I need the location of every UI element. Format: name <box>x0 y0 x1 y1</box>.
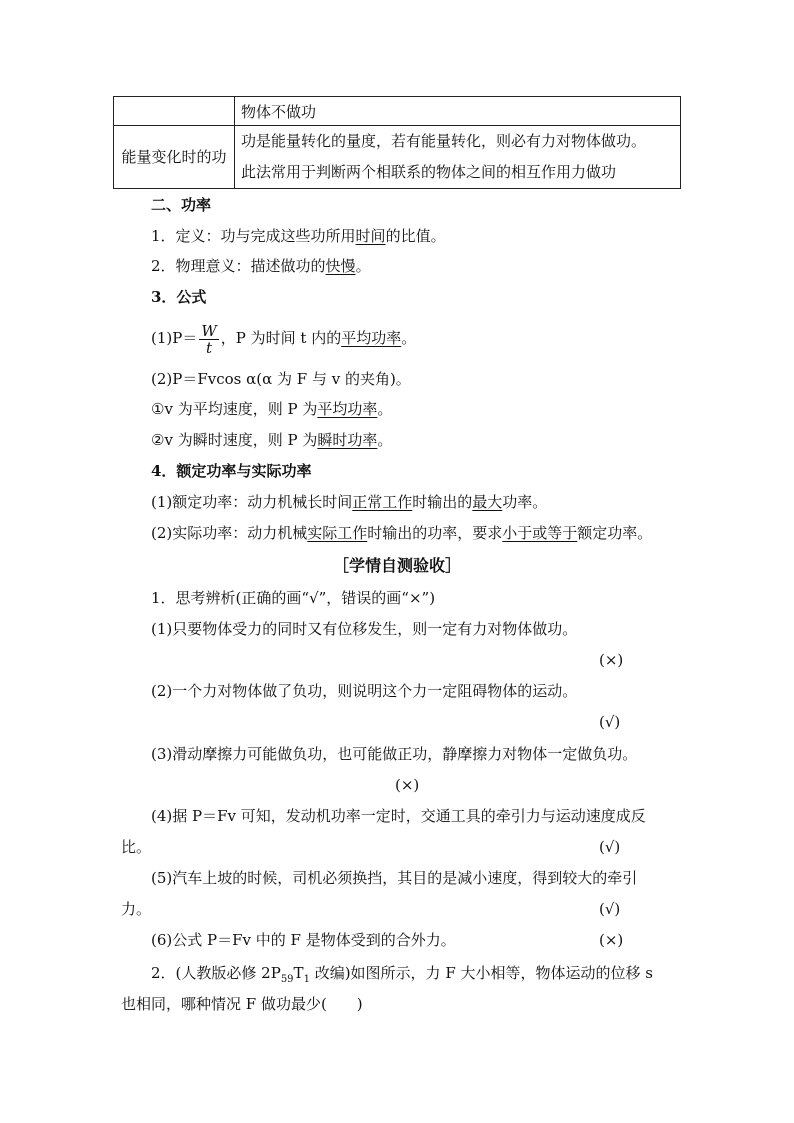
table-cell-line: 此法常用于判断两个相联系的物体之间的相互作用力做功 <box>241 163 617 181</box>
text: 。 <box>377 400 393 418</box>
question-1-heading: 1．思考辨析(正确的画“√”，错误的画“×”) <box>151 589 436 607</box>
formula-2-line: (2)P＝Fvcos α(α 为 F 与 v 的夹角)。 <box>151 370 411 388</box>
text: 。 <box>377 431 393 449</box>
text: 改编)如图所示，力 F 大小相等，物体运动的位移 s <box>309 964 653 982</box>
text: 1．定义：功与完成这些功所用 <box>151 227 356 245</box>
table-row <box>114 97 681 126</box>
answer-mark: (×) <box>395 776 420 794</box>
underlined-answer: 平均功率 <box>341 329 402 347</box>
underlined-answer: 最大 <box>472 493 503 511</box>
underlined-answer: 正常工作 <box>352 493 413 511</box>
section-heading-power: 二、功率 <box>151 196 212 214</box>
question-2-line-1 <box>151 963 653 990</box>
underlined-answer: 平均功率 <box>317 400 378 418</box>
judgment-item-5: (5)汽车上坡的时候，司机必须换挡，其目的是减小速度，得到较大的牵引 <box>151 869 638 887</box>
self-test-title: ［学情自测验收］ <box>332 556 461 575</box>
underlined-answer: 瞬时功率 <box>317 431 378 449</box>
judgment-item-6: (6)公式 P＝Fv 中的 F 是物体受到的合外力。 <box>151 931 456 949</box>
definition-line <box>151 226 446 246</box>
judgment-item-3: (3)滑动摩擦力可能做负功，也可能做正功，静摩擦力对物体一定做负功。 <box>151 745 638 763</box>
table-cell-line: 功是能量转化的量度，若有能量转化，则必有力对物体做功。 <box>241 132 647 150</box>
text: 时输出的 <box>412 493 473 511</box>
judgment-item-1: (1)只要物体受力的同时又有位移发生，则一定有力对物体做功。 <box>151 620 578 638</box>
subscript: 1 <box>303 974 310 985</box>
answer-mark: (×) <box>599 931 624 949</box>
answer-mark: (√) <box>599 900 621 918</box>
formula-heading: 3．公式 <box>151 288 207 306</box>
text: ①v 为平均速度，则 P 为 <box>151 400 318 418</box>
text: 功率。 <box>502 493 548 511</box>
fraction-denominator: t <box>206 338 213 357</box>
text: 2．(人教版必修 2P <box>151 964 281 982</box>
formula-2b-line <box>151 430 392 450</box>
text: 的比值。 <box>385 227 446 245</box>
question-2-line-2: 也相同，哪种情况 F 做功最少( ) <box>121 995 363 1013</box>
text: ②v 为瞬时速度，则 P 为 <box>151 431 318 449</box>
answer-mark: (√) <box>599 713 621 731</box>
subscript: 59 <box>280 974 294 985</box>
text: 2．物理意义：描述做功的 <box>151 257 326 275</box>
meaning-line <box>151 256 371 276</box>
text: (1)额定功率：动力机械长时间 <box>151 493 353 511</box>
table-row <box>114 126 681 189</box>
text: 时输出的功率，要求 <box>367 524 503 542</box>
answer-mark: (×) <box>599 651 624 669</box>
fraction-w-over-t <box>199 323 218 356</box>
judgment-item-4-cont: 比。 <box>121 838 152 856</box>
underlined-answer: 实际工作 <box>307 524 368 542</box>
underlined-answer: 时间 <box>355 227 386 245</box>
formula-1-line <box>151 320 416 356</box>
table-cell-energy-change-label: 能量变化时的功 <box>114 126 235 189</box>
underlined-answer: 小于或等于 <box>502 524 578 542</box>
rated-power-line <box>151 492 547 512</box>
text: (2)实际功率：动力机械 <box>151 524 308 542</box>
text: 额定功率。 <box>577 524 653 542</box>
text: 。 <box>401 329 417 347</box>
table-cell-empty <box>114 97 235 126</box>
text: 。 <box>355 257 371 275</box>
formula-2a-line <box>151 399 392 419</box>
text: (1)P＝ <box>151 329 198 347</box>
table-cell-energy-change-desc <box>235 126 681 189</box>
judgment-item-2: (2)一个力对物体做了负功，则说明这个力一定阻碍物体的运动。 <box>151 682 578 700</box>
work-judgment-table <box>113 96 681 189</box>
judgment-item-5-cont: 力。 <box>121 900 152 918</box>
table-cell-no-work: 物体不做功 <box>235 97 681 126</box>
rated-power-heading: 4．额定功率与实际功率 <box>151 462 312 480</box>
text: T <box>293 964 304 982</box>
answer-mark: (√) <box>599 838 621 856</box>
underlined-answer: 快慢 <box>325 257 356 275</box>
actual-power-line <box>151 523 652 543</box>
fraction-numerator: W <box>201 321 217 340</box>
judgment-item-4: (4)据 P＝Fv 可知，发动机功率一定时，交通工具的牵引力与运动速度成反 <box>151 807 646 825</box>
text: ，P 为时间 t 内的 <box>220 329 342 347</box>
